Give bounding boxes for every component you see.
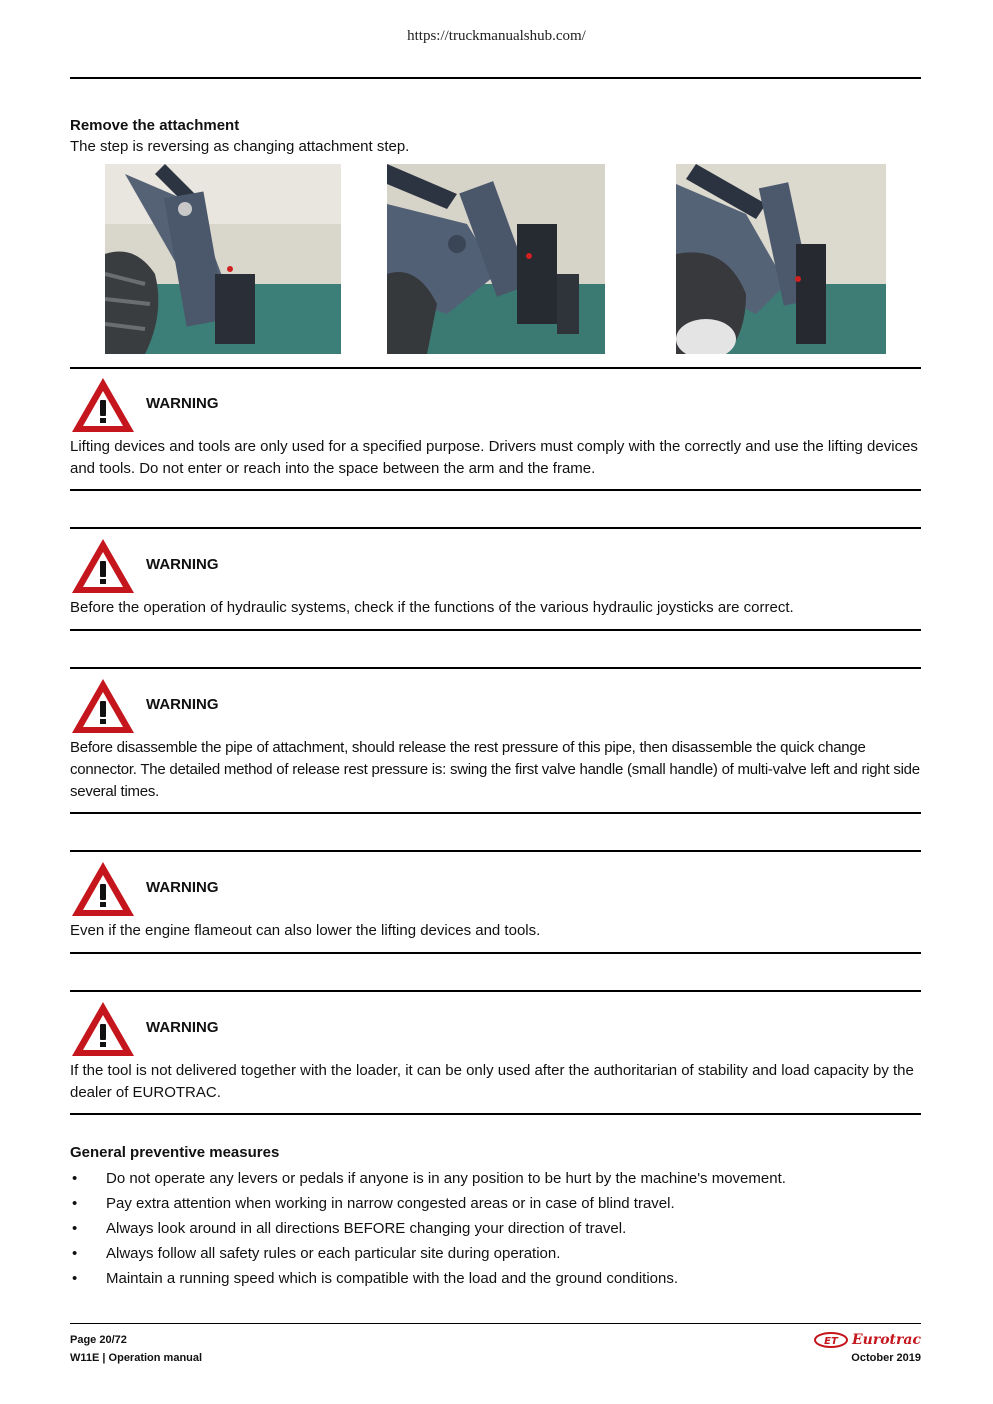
warning-divider-top: [70, 667, 921, 669]
header-url[interactable]: https://truckmanualshub.com/: [407, 28, 586, 44]
warning-label: WARNING: [146, 696, 219, 713]
warning-triangle-icon: [70, 860, 136, 918]
warning-divider-top: [70, 527, 921, 529]
attachment-step-2-photo: [387, 164, 605, 354]
warning-label: WARNING: [146, 879, 219, 896]
warning-triangle-icon: [70, 677, 136, 735]
attachment-step-3-photo: [676, 164, 886, 354]
eurotrac-logo-icon: [814, 1332, 848, 1348]
attachment-step-1-photo: [105, 164, 341, 354]
bullet-icon: •: [72, 1220, 78, 1237]
warning-label: WARNING: [146, 395, 219, 412]
warning-text: Lifting devices and tools are only used for a specified purpose. Drivers must comply with the correctly and use the lifting devices and tools. Do not enter or reach into the space between the arm and the frame.: [70, 438, 918, 477]
warning-text: Even if the engine flameout can also lower the lifting devices and tools.: [70, 922, 541, 939]
warning-triangle-icon: [70, 1000, 136, 1058]
list-item: • Maintain a running speed which is compatible with the load and the ground conditions.: [70, 1266, 921, 1291]
warning-text: Before disassemble the pipe of attachment, should release the rest pressure of this pipe, then disassemble the quick change connector. The detailed method of release rest pressure is: swing the first valve handle (small handle) of multi-valve left and right side several times.: [70, 739, 920, 800]
warning-triangle-icon: [70, 376, 136, 434]
footer-divider: [70, 1323, 921, 1324]
warning-divider-bottom: [70, 952, 921, 954]
warning-divider-bottom: [70, 1113, 921, 1115]
list-item: • Pay extra attention when working in narrow congested areas or in case of blind travel.: [70, 1191, 921, 1216]
section-intro: The step is reversing as changing attachment step.: [70, 138, 410, 155]
bullet-icon: •: [72, 1245, 78, 1262]
bullet-icon: •: [72, 1270, 78, 1287]
warning-divider-top: [70, 850, 921, 852]
footer-right: [814, 1331, 921, 1367]
warning-divider-bottom: [70, 489, 921, 491]
warning-triangle-icon: [70, 537, 136, 595]
warning-label: WARNING: [146, 556, 219, 573]
warning-divider-top: [70, 367, 921, 369]
list-item: • Do not operate any levers or pedals if anyone is in any position to be hurt by the machine's movement.: [70, 1166, 921, 1191]
list-item: • Always follow all safety rules or each particular site during operation.: [70, 1241, 921, 1266]
document-title: W11E | Operation manual: [70, 1352, 203, 1364]
warning-text: If the tool is not delivered together with the loader, it can be only used after the authoritarian of stability and load capacity by the dealer of EUROTRAC.: [70, 1062, 914, 1101]
warning-label: WARNING: [146, 1019, 219, 1036]
footer-left: [70, 1331, 202, 1367]
preventive-measures-list: [70, 1166, 921, 1291]
page-number: Page 20/72: [70, 1334, 127, 1346]
brand-name: Eurotrac: [851, 1332, 921, 1348]
list-item: • Always look around in all directions BEFORE changing your direction of travel.: [70, 1216, 921, 1241]
eurotrac-logo: [814, 1331, 921, 1349]
warning-divider-top: [70, 990, 921, 992]
bullet-icon: •: [72, 1170, 78, 1187]
warning-divider-bottom: [70, 812, 921, 814]
warning-text: Before the operation of hydraulic systems, check if the functions of the various hydraulic joysticks are correct.: [70, 599, 794, 616]
svg-text:ET: ET: [824, 1336, 838, 1347]
bullet-icon: •: [72, 1195, 78, 1212]
publication-date: October 2019: [851, 1352, 921, 1364]
section-title-preventive-measures: General preventive measures: [70, 1144, 280, 1161]
section-title-remove-attachment: Remove the attachment: [70, 117, 240, 134]
warning-divider-bottom: [70, 629, 921, 631]
header-divider: [70, 77, 921, 79]
